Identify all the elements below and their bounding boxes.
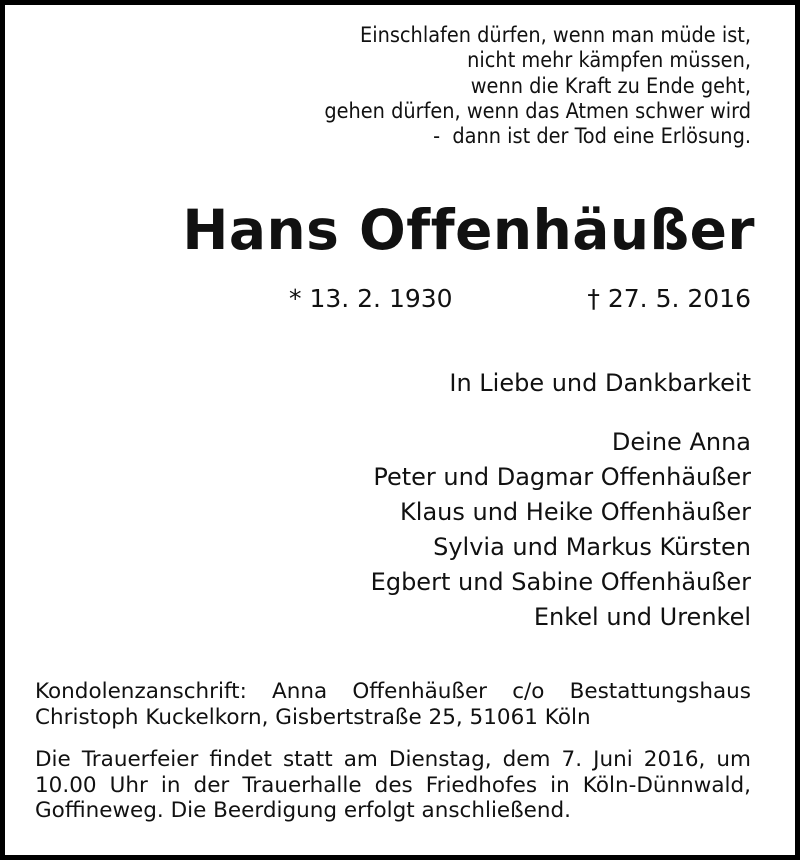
mourners-list: [371, 425, 751, 635]
poem-line: gehen dürfen, wenn das Atmen schwer wird: [324, 98, 751, 124]
memorial-poem: [324, 23, 751, 149]
mourner-name: Peter und Dagmar Offenhäußer: [373, 463, 751, 491]
death-date: † 27. 5. 2016: [587, 284, 751, 313]
poem-line: Einschlafen dürfen, wenn man müde ist,: [359, 23, 751, 48]
deceased-name: Hans Offenhäußer: [182, 198, 755, 262]
mourner-name: Deine Anna: [611, 428, 751, 456]
mourner-name: Klaus und Heike Offenhäußer: [400, 498, 751, 526]
gratitude-line: In Liebe und Dankbarkeit: [449, 369, 751, 397]
mourner-name: Enkel und Urenkel: [533, 603, 751, 631]
mourner-name: Egbert und Sabine Offenhäußer: [370, 568, 751, 596]
mourner-name: Sylvia und Markus Kürsten: [433, 533, 751, 561]
poem-line: wenn die Kraft zu Ende geht,: [470, 73, 751, 99]
birth-date: * 13. 2. 1930: [289, 284, 453, 313]
poem-line: nicht mehr kämpfen müssen,: [467, 48, 751, 74]
condolence-address: Kondolenzanschrift: Anna Offenhäußer c/o Bestattungshaus Christoph Kuckelkorn, Gisbertstraße 25, 51061 Köln: [35, 679, 751, 730]
funeral-info: Die Trauerfeier findet statt am Dienstag, dem 7. Juni 2016, um 10.00 Uhr in der Trauerhalle des Friedhofes in Köln-Dünnwald, Goffineweg. Die Beerdigung erfolgt anschließend.: [35, 747, 751, 823]
poem-line: - dann ist der Tod eine Erlösung.: [433, 124, 751, 150]
